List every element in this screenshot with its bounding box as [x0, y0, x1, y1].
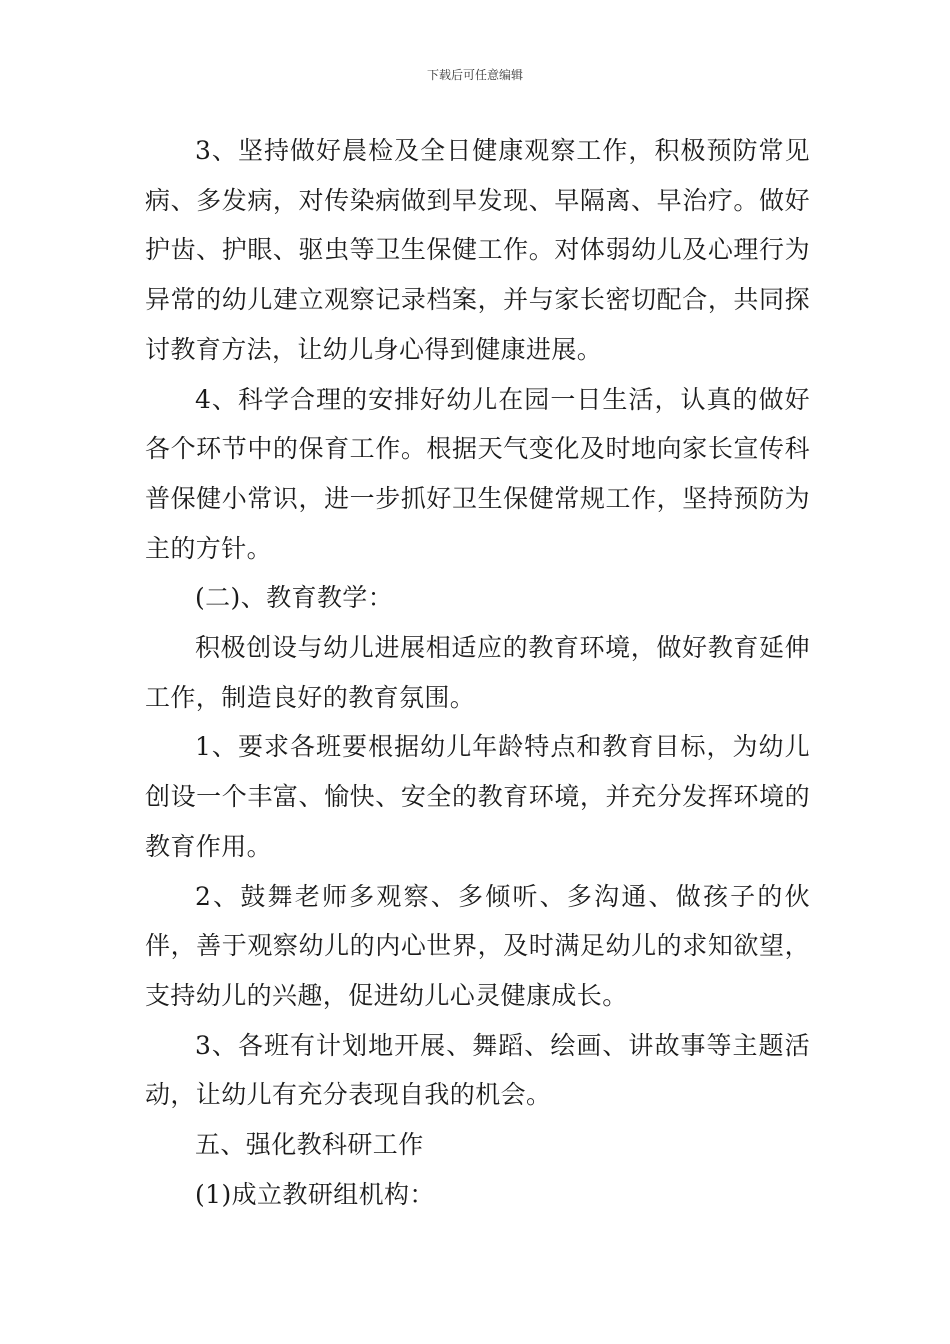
- paragraph-daily-routine: 4、科学合理的安排好幼儿在园一日生活，认真的做好各个环节中的保育工作。根据天气变化及时地向家长宣传科普保健小常识，进一步抓好卫生保健常规工作，坚持预防为主的方针。: [145, 384, 810, 563]
- paragraph-themed-activities: 3、各班有计划地开展、舞蹈、绘画、讲故事等主题活动，让幼儿有充分表现自我的机会。: [145, 1030, 810, 1110]
- paragraph-teacher-encouragement: 2、鼓舞老师多观察、多倾听、多沟通、做孩子的伙伴，善于观察幼儿的内心世界，及时满足幼儿的求知欲望，支持幼儿的兴趣，促进幼儿心灵健康成长。: [145, 881, 810, 1010]
- document-body: [145, 126, 810, 1219]
- section-heading-education: (二)、教育教学：: [195, 583, 394, 613]
- paragraph-education-environment: 积极创设与幼儿进展相适应的教育环境，做好教育延伸工作，制造良好的教育氛围。: [145, 633, 810, 712]
- paragraph-class-environment: 1、要求各班要根据幼儿年龄特点和教育目标，为幼儿创设一个丰富、愉快、安全的教育环境，并充分发挥环境的教育作用。: [145, 732, 810, 861]
- paragraph-health-observation: 3、坚持做好晨检及全日健康观察工作，积极预防常见病、多发病，对传染病做到早发现、早隔离、早治疗。做好护齿、护眼、驱虫等卫生保健工作。对体弱幼儿及心理行为异常的幼儿建立观察记录档案，并与家长密切配合，共同探讨教育方法，让幼儿身心得到健康进展。: [145, 136, 810, 364]
- subheading-research-group: (1)成立教研组机构：: [195, 1179, 435, 1209]
- section-heading-research: 五、强化教科研工作: [195, 1130, 424, 1160]
- page-header: 下载后可任意编辑: [426, 68, 523, 82]
